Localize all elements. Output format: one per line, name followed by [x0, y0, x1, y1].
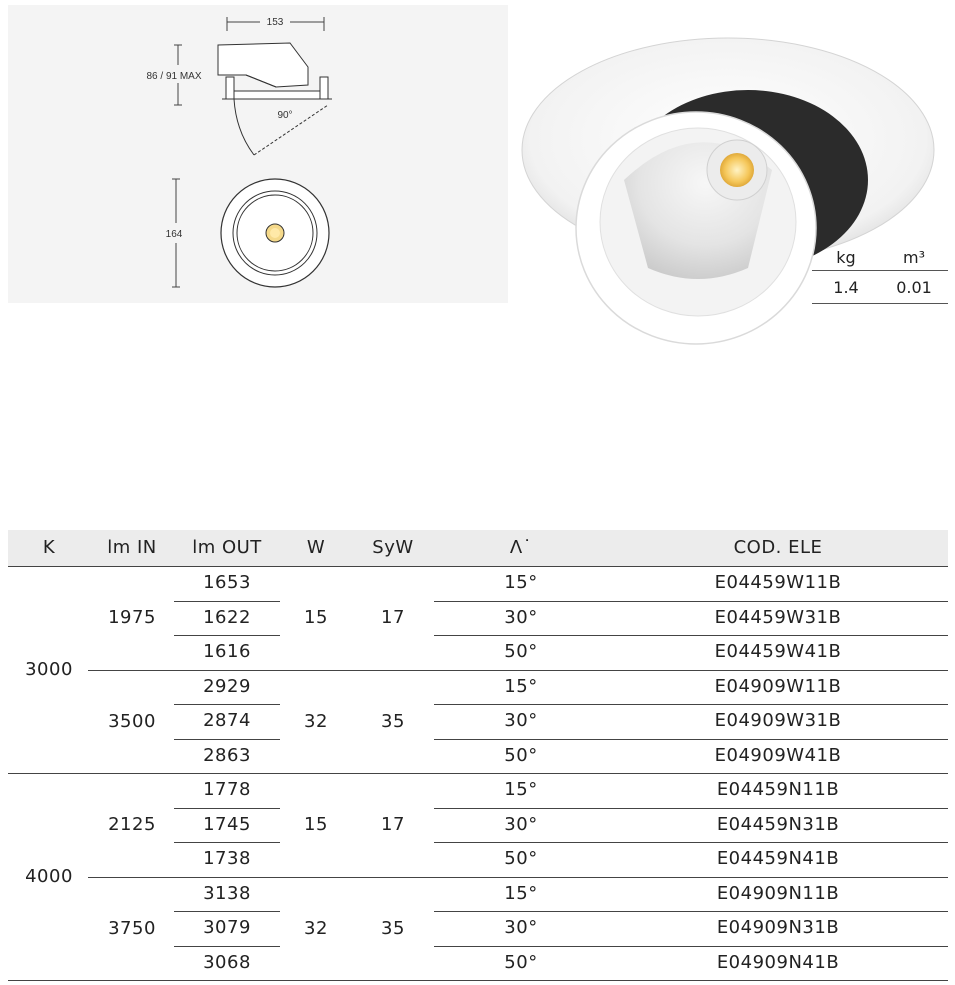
diameter-dimension: 164 [165, 229, 183, 240]
weight-header: kg [836, 247, 856, 267]
beam-angle-cell: 50° [504, 744, 538, 766]
product-code-cell: E04909W31B [714, 710, 842, 731]
product-code-cell: E04909N11B [716, 882, 840, 904]
beam-angle-cell: 50° [504, 641, 538, 662]
weight-volume-table [812, 244, 948, 304]
volume-header: m³ [903, 247, 925, 267]
lm-out-cell: 1653 [203, 572, 251, 593]
header-w: W [306, 537, 326, 558]
watt-cell: 32 [304, 917, 328, 939]
lm-in-cell: 3500 [108, 710, 156, 732]
lm-in-cell: 2125 [108, 814, 156, 835]
width-dimension: 153 [266, 17, 284, 28]
lm-out-cell: 2874 [203, 710, 251, 731]
lm-out-cell: 1738 [203, 848, 251, 869]
height-dimension: 86 / 91 MAX [146, 71, 202, 82]
product-code-cell: E04459N31B [716, 813, 840, 835]
product-code-cell: E04459W11B [714, 572, 842, 593]
lm-out-cell: 1778 [203, 779, 251, 800]
weight-volume-row [812, 271, 948, 304]
lm-out-cell: 1745 [203, 813, 251, 835]
weight-value: 1.4 [833, 277, 859, 297]
system-watt-cell: 35 [381, 917, 405, 939]
product-code-cell: E04459W41B [714, 641, 842, 662]
product-code-cell: E04909N31B [716, 917, 840, 938]
header-lm-out: lm OUT [192, 537, 262, 558]
lm-out-cell: 2863 [203, 744, 251, 766]
beam-angle-cell: 15° [504, 882, 538, 904]
system-watt-cell: 35 [381, 710, 405, 732]
watt-cell: 15 [304, 814, 328, 835]
color-temperature-cell: 3000 [25, 659, 73, 680]
lm-out-cell: 2929 [203, 675, 251, 697]
lm-out-cell: 3068 [203, 951, 251, 973]
volume-value: 0.01 [896, 277, 932, 297]
lm-in-cell: 1975 [108, 607, 156, 628]
header-syw: SyW [372, 537, 414, 558]
color-temperature-cell: 4000 [25, 866, 73, 887]
header-code: COD. ELE [733, 537, 823, 558]
system-watt-cell: 17 [381, 607, 405, 628]
front-view [221, 179, 329, 287]
side-view [218, 43, 332, 155]
product-code-cell: E04909W11B [714, 675, 842, 697]
beam-angle-cell: 50° [504, 951, 538, 973]
product-code-cell: E04459W31B [714, 606, 842, 628]
watt-cell: 15 [304, 607, 328, 628]
system-watt-cell: 17 [381, 814, 405, 835]
tilt-dimension: 90° [277, 110, 293, 121]
product-code-cell: E04459N41B [716, 848, 840, 869]
lm-out-cell: 3138 [203, 882, 251, 904]
product-code-cell: E04909N41B [716, 951, 840, 973]
product-code-cell: E04909W41B [714, 744, 842, 766]
header-beam: Λ˙ [509, 537, 533, 558]
header-k: K [42, 537, 56, 558]
spec-table-header [8, 530, 948, 567]
product-code-cell: E04459N11B [716, 779, 840, 800]
beam-angle-cell: 30° [504, 917, 538, 938]
lm-out-cell: 1622 [203, 606, 251, 628]
lm-out-cell: 1616 [203, 641, 251, 662]
group-divider [8, 980, 948, 981]
beam-angle-cell: 15° [504, 572, 538, 593]
beam-angle-cell: 15° [504, 675, 538, 697]
lm-in-cell: 3750 [108, 917, 156, 939]
beam-angle-cell: 30° [504, 606, 538, 628]
beam-angle-cell: 30° [504, 813, 538, 835]
lm-out-cell: 3079 [203, 917, 251, 938]
beam-angle-cell: 15° [504, 779, 538, 800]
dimension-drawing [8, 5, 508, 303]
header-lm-in: lm IN [107, 537, 157, 558]
beam-angle-cell: 50° [504, 848, 538, 869]
weight-volume-header [812, 244, 948, 271]
beam-angle-cell: 30° [504, 710, 538, 731]
technical-drawing [8, 5, 508, 303]
watt-cell: 32 [304, 710, 328, 732]
